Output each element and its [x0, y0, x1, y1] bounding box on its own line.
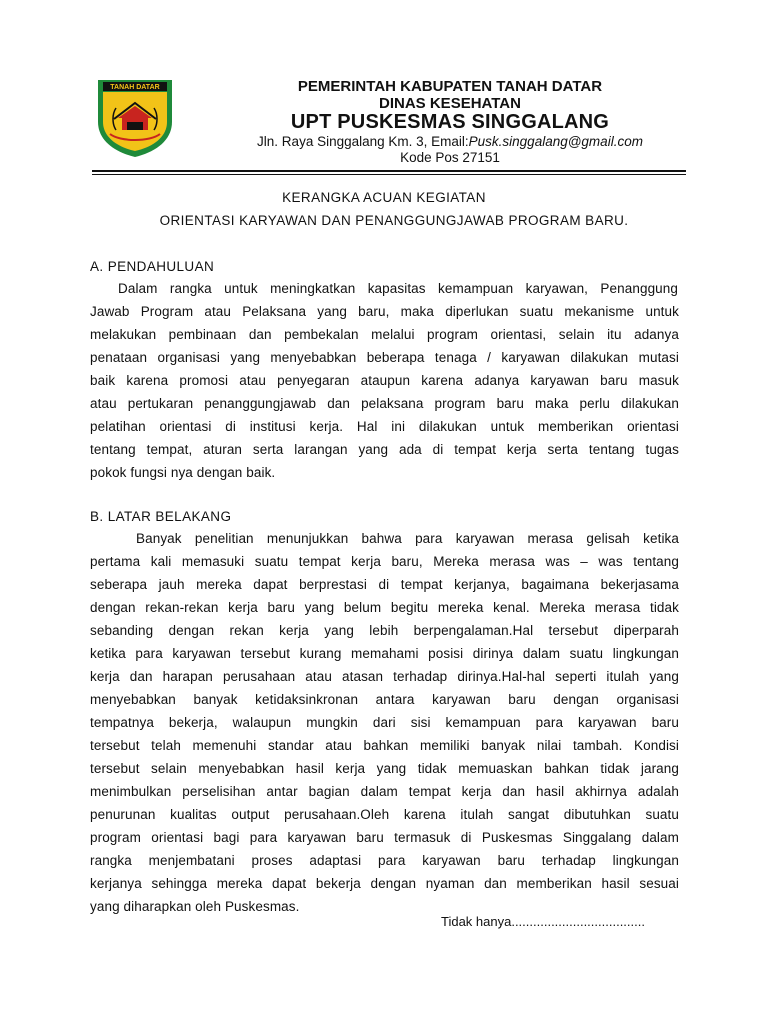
letterhead-divider [92, 170, 686, 172]
section-b-line: menyebabkan banyak ketidaksinkronan antara karyawan baru dengan organisasi [90, 692, 679, 707]
postal-code: Kode Pos 27151 [400, 150, 500, 165]
section-b-line: rangka menjembatani proses adaptasi para karyawan baru terhadap lingkungan [90, 853, 679, 868]
section-b-line: kerja dan harapan perusahaan atau atasan terhadap dirinya.Hal-hal seperti itulah yang [90, 669, 679, 684]
section-a-line: baik karena promosi atau penyegaran ataupun karena adanya karyawan baru masuk [90, 373, 679, 388]
section-b-line: kerjanya sehingga mereka dapat bekerja dengan nyaman dan memberikan hasil sesuai [90, 876, 679, 891]
section-b-line: menimbulkan perselisihan antar bagian dalam tempat kerja dan hasil akhirnya adalah [90, 784, 679, 799]
document-subtitle: ORIENTASI KARYAWAN DAN PENANGGUNGJAWAB PROGRAM BARU. [159, 213, 629, 228]
section-a-line: Jawab Program atau Pelaksana yang baru, maka diperlukan suatu mekanisme untuk [90, 304, 679, 319]
section-b-line: seberapa jauh mereka dapat berprestasi di tempat kerjanya, bagaimana bekerjasama [90, 577, 679, 592]
address-line [180, 134, 720, 149]
section-b-line: pertama kali memasuki suatu tempat kerja baru, Mereka merasa was – was tentang [90, 554, 679, 569]
continuation-note: Tidak hanya..................................... [441, 914, 645, 929]
document-title: KERANGKA ACUAN KEGIATAN [282, 190, 486, 205]
section-b-heading: B. LATAR BELAKANG [90, 509, 232, 524]
section-b-line: Banyak penelitian menunjukkan bahwa para karyawan merasa gelisah ketika [136, 531, 679, 546]
section-b-line: program orientasi bagi para karyawan baru termasuk di Puskesmas Singgalang dalam [90, 830, 679, 845]
section-b-line: tempatnya bekerja, walaupun mungkin dari sisi kemampuan para karyawan baru [90, 715, 679, 730]
section-a-heading: A. PENDAHULUAN [90, 259, 215, 274]
email-link[interactable]: Pusk.singgalang@gmail.com [468, 134, 643, 149]
institution-name: UPT PUSKESMAS SINGGALANG [290, 111, 610, 133]
section-b-line: penurunan kualitas output perusahaan.Oleh karena itulah sangat dibutuhkan suatu [90, 807, 679, 822]
section-b-line: yang diharapkan oleh Puskesmas. [90, 899, 300, 914]
agency-name: DINAS KESEHATAN [379, 95, 521, 112]
section-b-line: tersebut telah memenuhi standar atau bahkan memiliki banyak nilai tambah. Kondisi [90, 738, 679, 753]
section-a-line: pokok fungsi nya dengan baik. [90, 465, 276, 480]
section-a-line: pelatihan orientasi di institusi kerja. Hal ini dilakukan untuk memberikan orientasi [90, 419, 679, 434]
section-a-line: melakukan pembinaan dan pembekalan melalui program orientasi, selain itu adanya [90, 327, 679, 342]
letterhead-divider-thin [92, 174, 686, 175]
svg-text:TANAH DATAR: TANAH DATAR [110, 84, 160, 91]
regency-logo [96, 78, 174, 158]
section-b-line: ketika para karyawan tersebut kurang memahami posisi dirinya dalam suatu lingkungan [90, 646, 679, 661]
section-b-line: sebanding dengan rekan kerja yang lebih berpengalaman.Hal tersebut diperparah [90, 623, 679, 638]
section-a-line: atau pertukaran penanggungjawab dan pelaksana program baru maka perlu dilakukan [90, 396, 679, 411]
section-a-line: penataan organisasi yang menyebabkan beberapa tenaga / karyawan dilakukan mutasi [90, 350, 679, 365]
address-text: Jln. Raya Singgalang Km. 3, Email: [257, 134, 469, 149]
section-b-line: dengan rekan-rekan kerja baru yang belum begitu mereka kenal. Mereka merasa tidak [90, 600, 679, 615]
section-a-line: tentang tempat, aturan serta larangan yang ada di tempat kerja serta tentang tugas [90, 442, 679, 457]
government-name: PEMERINTAH KABUPATEN TANAH DATAR [297, 78, 603, 95]
section-b-line: tersebut selain menyebabkan hasil kerja yang tidak memuaskan bahkan tidak jarang [90, 761, 679, 776]
section-a-line: Dalam rangka untuk meningkatkan kapasitas kemampuan karyawan, Penanggung [118, 281, 678, 296]
